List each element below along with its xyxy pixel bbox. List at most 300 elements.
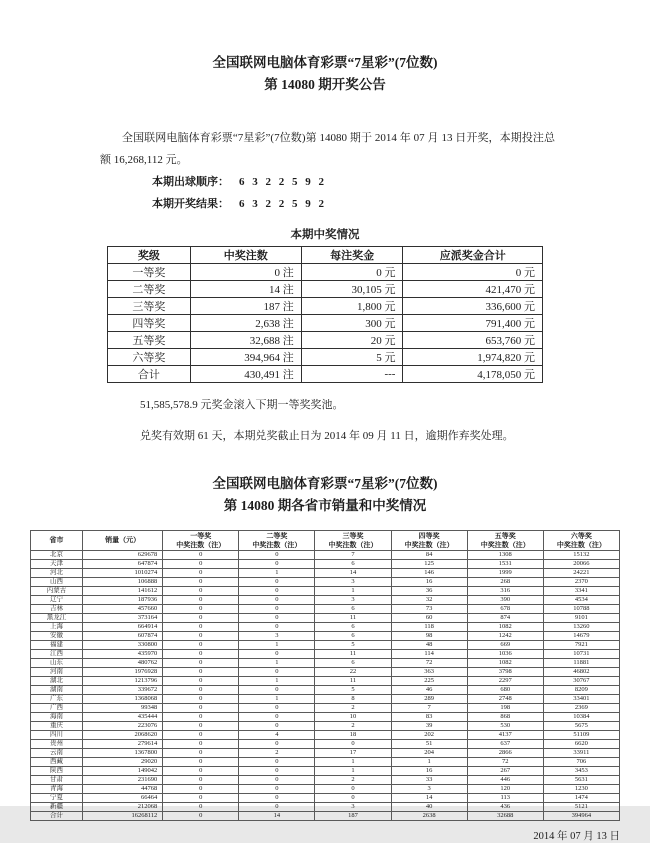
province-table-header xyxy=(31,531,620,551)
table-cell: 0 xyxy=(163,668,239,677)
prize-table-header xyxy=(108,247,543,264)
table-row xyxy=(31,749,620,758)
table-cell: 0 xyxy=(239,650,315,659)
table-cell: 530 xyxy=(467,722,543,731)
table-cell: 0 xyxy=(163,713,239,722)
table-cell: 394964 xyxy=(543,812,619,821)
table-cell: 1 xyxy=(239,641,315,650)
table-cell: 11881 xyxy=(543,659,619,668)
table-row xyxy=(31,578,620,587)
table-cell: 六等奖 xyxy=(108,349,191,366)
table-row xyxy=(108,349,543,366)
table-cell: 0 xyxy=(239,704,315,713)
table-cell: 5 xyxy=(315,686,391,695)
table-cell: 647874 xyxy=(83,560,163,569)
column-header-prize6: 六等奖 中奖注数（注） xyxy=(543,531,619,551)
footer-date: 2014 年 07 月 13 日 xyxy=(533,831,620,843)
table-cell: 0 xyxy=(239,767,315,776)
table-cell: 1036 xyxy=(467,650,543,659)
draw-result-label: 本期开奖结果： xyxy=(152,198,229,211)
table-cell: 22 xyxy=(315,668,391,677)
table-cell: 114 xyxy=(391,650,467,659)
table-header-row xyxy=(31,531,620,551)
table-cell: 3798 xyxy=(467,668,543,677)
table-cell: 32,688 注 xyxy=(190,332,301,349)
table-cell: 湖南 xyxy=(31,686,83,695)
table-cell: 0 xyxy=(315,740,391,749)
table-cell: 664914 xyxy=(83,623,163,632)
table-cell: 五等奖 xyxy=(108,332,191,349)
table-cell: 0 xyxy=(315,785,391,794)
table-cell: 5 xyxy=(315,641,391,650)
table-cell: 山东 xyxy=(31,659,83,668)
table-cell: 广西 xyxy=(31,704,83,713)
table-cell: 17 xyxy=(315,749,391,758)
table-row xyxy=(31,776,620,785)
table-row xyxy=(31,794,620,803)
table-cell: 446 xyxy=(467,776,543,785)
table-cell: 海南 xyxy=(31,713,83,722)
table-cell: 14 xyxy=(391,794,467,803)
table-row xyxy=(31,668,620,677)
table-row xyxy=(108,366,543,383)
table-cell: 363 xyxy=(391,668,467,677)
table-cell: 重庆 xyxy=(31,722,83,731)
table-cell: 2866 xyxy=(467,749,543,758)
table-cell: 1 xyxy=(315,767,391,776)
table-cell: 30767 xyxy=(543,677,619,686)
table-cell: 1 xyxy=(391,758,467,767)
table-cell: 13260 xyxy=(543,623,619,632)
table-cell: 394,964 注 xyxy=(190,349,301,366)
table-cell: 河南 xyxy=(31,668,83,677)
table-cell: 14 注 xyxy=(190,281,301,298)
table-cell: 868 xyxy=(467,713,543,722)
table-cell: 2 xyxy=(239,749,315,758)
table-cell: 120 xyxy=(467,785,543,794)
province-title-line1: 全国联网电脑体育彩票“7星彩”(7位数) xyxy=(212,476,438,492)
ball-order-line xyxy=(152,171,650,193)
table-cell: 46 xyxy=(391,686,467,695)
table-row xyxy=(31,695,620,704)
table-cell: 669 xyxy=(467,641,543,650)
table-row xyxy=(31,740,620,749)
table-cell: 0 xyxy=(239,794,315,803)
table-cell: 336,600 元 xyxy=(403,298,543,315)
draw-result-value: 6 3 2 2 5 9 2 xyxy=(239,198,327,211)
table-row xyxy=(31,641,620,650)
table-cell: 0 xyxy=(239,785,315,794)
table-cell: 3453 xyxy=(543,767,619,776)
table-cell: 5 元 xyxy=(301,349,403,366)
table-cell: 3 xyxy=(315,596,391,605)
table-cell: 24221 xyxy=(543,569,619,578)
table-cell: 6 xyxy=(315,623,391,632)
table-cell: 3 xyxy=(315,803,391,812)
table-cell: 1 xyxy=(315,758,391,767)
table-cell: 1531 xyxy=(467,560,543,569)
column-header-prize4: 四等奖 中奖注数（注） xyxy=(391,531,467,551)
table-cell: 223076 xyxy=(83,722,163,731)
table-cell: 14 xyxy=(239,812,315,821)
table-cell: 125 xyxy=(391,560,467,569)
table-cell: 11 xyxy=(315,614,391,623)
table-cell: 33 xyxy=(391,776,467,785)
table-cell: 7 xyxy=(315,551,391,560)
column-header: 奖级 xyxy=(108,247,191,264)
table-row xyxy=(108,281,543,298)
table-cell: 1 xyxy=(239,569,315,578)
table-cell: 66464 xyxy=(83,794,163,803)
table-cell: 99348 xyxy=(83,704,163,713)
table-cell: 0 xyxy=(239,623,315,632)
table-cell: 0 xyxy=(163,650,239,659)
table-cell: 云南 xyxy=(31,749,83,758)
table-row xyxy=(31,713,620,722)
table-cell: 2748 xyxy=(467,695,543,704)
table-cell: 0 xyxy=(239,713,315,722)
table-cell: 2297 xyxy=(467,677,543,686)
table-cell: 8 xyxy=(315,695,391,704)
table-cell: 0 xyxy=(163,785,239,794)
table-cell: 0 xyxy=(239,560,315,569)
table-cell: 1230 xyxy=(543,785,619,794)
table-cell: 0 xyxy=(239,587,315,596)
table-cell: 0 xyxy=(163,605,239,614)
table-cell: 204 xyxy=(391,749,467,758)
table-header-row xyxy=(108,247,543,264)
table-cell: 2 xyxy=(315,704,391,713)
table-cell: 0 xyxy=(163,812,239,821)
table-cell: 2,638 注 xyxy=(190,315,301,332)
table-cell: 0 xyxy=(239,776,315,785)
table-row xyxy=(31,623,620,632)
table-cell: 14 xyxy=(315,569,391,578)
table-cell: 48 xyxy=(391,641,467,650)
announcement-intro: 全国联网电脑体育彩票“7星彩”(7位数)第 14080 期于 2014 年 07 月 13 日开奖，本期投注总额 16,268,112 元。 xyxy=(100,132,555,167)
table-cell: 212068 xyxy=(83,803,163,812)
table-cell: 4 xyxy=(239,731,315,740)
table-cell: 6 xyxy=(315,659,391,668)
table-cell: 0 xyxy=(163,686,239,695)
table-cell: 1474 xyxy=(543,794,619,803)
table-cell: 279614 xyxy=(83,740,163,749)
table-cell: 宁夏 xyxy=(31,794,83,803)
table-cell: 7921 xyxy=(543,641,619,650)
table-cell: 225 xyxy=(391,677,467,686)
table-cell: 1 xyxy=(239,695,315,704)
table-cell: 14679 xyxy=(543,632,619,641)
table-row xyxy=(108,298,543,315)
table-cell: 一等奖 xyxy=(108,264,191,281)
table-cell: 0 xyxy=(239,758,315,767)
table-cell: 5675 xyxy=(543,722,619,731)
ball-order-value: 6 3 2 2 5 9 2 xyxy=(239,176,327,189)
table-cell: 1367800 xyxy=(83,749,163,758)
table-cell: 40 xyxy=(391,803,467,812)
province-sales-table xyxy=(30,530,620,821)
table-row xyxy=(31,722,620,731)
table-cell: 广东 xyxy=(31,695,83,704)
table-cell: 10731 xyxy=(543,650,619,659)
table-cell: 2 xyxy=(315,776,391,785)
table-cell: 231690 xyxy=(83,776,163,785)
table-cell: 江西 xyxy=(31,650,83,659)
table-cell: 0 xyxy=(163,749,239,758)
table-cell: 10788 xyxy=(543,605,619,614)
table-cell: 西藏 xyxy=(31,758,83,767)
table-cell: 98 xyxy=(391,632,467,641)
page-title-line1: 全国联网电脑体育彩票“7星彩”(7位数) xyxy=(212,55,438,70)
table-cell: 874 xyxy=(467,614,543,623)
table-cell: 149042 xyxy=(83,767,163,776)
table-cell: 0 xyxy=(239,740,315,749)
column-header-prize3: 三等奖 中奖注数（注） xyxy=(315,531,391,551)
table-cell: 30,105 元 xyxy=(301,281,403,298)
table-cell: 5631 xyxy=(543,776,619,785)
table-cell: 141612 xyxy=(83,587,163,596)
table-cell: 4534 xyxy=(543,596,619,605)
column-header: 中奖注数 xyxy=(190,247,301,264)
table-cell: 6 xyxy=(315,560,391,569)
table-cell: 合计 xyxy=(31,812,83,821)
table-cell: 0 xyxy=(239,686,315,695)
table-cell: 60 xyxy=(391,614,467,623)
table-cell: 15132 xyxy=(543,551,619,560)
table-cell: 118 xyxy=(391,623,467,632)
table-cell: 73 xyxy=(391,605,467,614)
table-cell: 3 xyxy=(315,578,391,587)
table-cell: 辽宁 xyxy=(31,596,83,605)
table-cell: 72 xyxy=(467,758,543,767)
column-header-province: 省市 xyxy=(31,531,83,551)
table-cell: 上海 xyxy=(31,623,83,632)
table-cell: 4,178,050 元 xyxy=(403,366,543,383)
table-cell: 福建 xyxy=(31,641,83,650)
table-cell: 430,491 注 xyxy=(190,366,301,383)
table-cell: 51 xyxy=(391,740,467,749)
table-cell: 33911 xyxy=(543,749,619,758)
table-cell: 10384 xyxy=(543,713,619,722)
table-cell: 合计 xyxy=(108,366,191,383)
table-cell: 1 xyxy=(315,587,391,596)
table-cell: 202 xyxy=(391,731,467,740)
table-row xyxy=(31,686,620,695)
table-cell: 83 xyxy=(391,713,467,722)
table-cell: 二等奖 xyxy=(108,281,191,298)
table-cell: 11 xyxy=(315,677,391,686)
table-cell: 629678 xyxy=(83,551,163,560)
table-row xyxy=(31,803,620,812)
table-row xyxy=(31,785,620,794)
table-cell: 北京 xyxy=(31,551,83,560)
table-cell: 四川 xyxy=(31,731,83,740)
table-cell: 187 注 xyxy=(190,298,301,315)
table-cell: 706 xyxy=(543,758,619,767)
page-title xyxy=(0,0,650,95)
table-cell: 0 xyxy=(239,578,315,587)
table-row xyxy=(31,596,620,605)
table-cell: 0 xyxy=(163,614,239,623)
table-cell: 198 xyxy=(467,704,543,713)
deadline-note: 兑奖有效期 61 天，本期兑奖截止日为 2014 年 09 月 11 日，逾期作弃奖处理。 xyxy=(140,430,514,443)
table-cell: 1,800 元 xyxy=(301,298,403,315)
table-cell: 0 xyxy=(239,803,315,812)
table-cell: 0 注 xyxy=(190,264,301,281)
table-row xyxy=(31,650,620,659)
table-row xyxy=(31,632,620,641)
table-cell: 0 xyxy=(163,803,239,812)
table-cell: 39 xyxy=(391,722,467,731)
table-cell: 46802 xyxy=(543,668,619,677)
table-cell: 20 元 xyxy=(301,332,403,349)
table-cell: 0 元 xyxy=(301,264,403,281)
table-cell: 湖北 xyxy=(31,677,83,686)
table-cell: 2638 xyxy=(391,812,467,821)
table-row xyxy=(31,569,620,578)
table-cell: 陕西 xyxy=(31,767,83,776)
table-row xyxy=(31,767,620,776)
table-cell: 187 xyxy=(315,812,391,821)
table-cell: 0 xyxy=(163,731,239,740)
table-cell: 甘肃 xyxy=(31,776,83,785)
table-cell: 2369 xyxy=(543,704,619,713)
table-cell: 678 xyxy=(467,605,543,614)
table-cell: 44768 xyxy=(83,785,163,794)
table-cell: 84 xyxy=(391,551,467,560)
table-cell: 653,760 元 xyxy=(403,332,543,349)
table-cell: 6620 xyxy=(543,740,619,749)
table-cell: 0 xyxy=(239,596,315,605)
table-cell: 0 xyxy=(239,605,315,614)
table-cell: 373164 xyxy=(83,614,163,623)
table-cell: 390 xyxy=(467,596,543,605)
table-cell: 0 xyxy=(239,668,315,677)
table-cell: 0 xyxy=(315,794,391,803)
table-row xyxy=(31,587,620,596)
column-header: 应派奖金合计 xyxy=(403,247,543,264)
table-row xyxy=(31,614,620,623)
table-cell: 0 xyxy=(163,794,239,803)
table-cell: 7 xyxy=(391,704,467,713)
table-cell: 0 xyxy=(163,704,239,713)
table-cell: 316 xyxy=(467,587,543,596)
table-cell: 8209 xyxy=(543,686,619,695)
table-cell: 黑龙江 xyxy=(31,614,83,623)
table-cell: 2370 xyxy=(543,578,619,587)
table-row xyxy=(31,704,620,713)
rollover-note: 51,585,578.9 元奖金滚入下期一等奖奖池。 xyxy=(140,399,344,412)
table-cell: 72 xyxy=(391,659,467,668)
table-cell: 0 xyxy=(163,578,239,587)
table-row xyxy=(31,605,620,614)
table-cell: 268 xyxy=(467,578,543,587)
table-cell: 10 xyxy=(315,713,391,722)
ball-order-label: 本期出球顺序： xyxy=(152,176,229,189)
table-cell: 0 xyxy=(163,632,239,641)
prize-table-title: 本期中奖情况 xyxy=(290,229,360,242)
table-cell: 16 xyxy=(391,767,467,776)
table-cell: 0 xyxy=(163,587,239,596)
table-row xyxy=(31,812,620,821)
table-cell: 435970 xyxy=(83,650,163,659)
table-cell: 青海 xyxy=(31,785,83,794)
column-header-prize5: 五等奖 中奖注数（注） xyxy=(467,531,543,551)
table-cell: 0 xyxy=(163,677,239,686)
prize-summary-table xyxy=(107,246,543,383)
table-cell: 0 xyxy=(163,659,239,668)
table-cell: 内蒙古 xyxy=(31,587,83,596)
table-cell: 3341 xyxy=(543,587,619,596)
table-row xyxy=(31,758,620,767)
table-row xyxy=(31,677,620,686)
table-cell: 1213796 xyxy=(83,677,163,686)
table-cell: 339672 xyxy=(83,686,163,695)
table-cell: 330800 xyxy=(83,641,163,650)
table-cell: 480762 xyxy=(83,659,163,668)
column-header-prize1: 一等奖 中奖注数（注） xyxy=(163,531,239,551)
table-cell: 0 xyxy=(163,623,239,632)
table-cell: 0 xyxy=(163,722,239,731)
table-cell: 安徽 xyxy=(31,632,83,641)
table-cell: --- xyxy=(301,366,403,383)
table-cell: 1010274 xyxy=(83,569,163,578)
table-cell: 51109 xyxy=(543,731,619,740)
table-cell: 16268112 xyxy=(83,812,163,821)
table-cell: 457660 xyxy=(83,605,163,614)
table-cell: 新疆 xyxy=(31,803,83,812)
table-cell: 1082 xyxy=(467,623,543,632)
province-title-line2: 第 14080 期各省市销量和中奖情况 xyxy=(223,497,427,513)
table-cell: 32688 xyxy=(467,812,543,821)
table-cell: 三等奖 xyxy=(108,298,191,315)
table-cell: 2 xyxy=(315,722,391,731)
table-cell: 1976928 xyxy=(83,668,163,677)
table-cell: 0 xyxy=(163,767,239,776)
table-row xyxy=(108,264,543,281)
table-cell: 1082 xyxy=(467,659,543,668)
draw-result-line xyxy=(152,193,650,215)
table-cell: 289 xyxy=(391,695,467,704)
table-cell: 113 xyxy=(467,794,543,803)
table-cell: 2068620 xyxy=(83,731,163,740)
table-cell: 0 xyxy=(239,551,315,560)
table-cell: 0 xyxy=(163,560,239,569)
table-cell: 680 xyxy=(467,686,543,695)
page-title-line2: 第 14080 期开奖公告 xyxy=(264,76,386,92)
table-cell: 6 xyxy=(315,632,391,641)
table-cell: 1,974,820 元 xyxy=(403,349,543,366)
table-cell: 1242 xyxy=(467,632,543,641)
table-cell: 0 xyxy=(239,614,315,623)
province-section-title xyxy=(0,473,650,516)
table-row xyxy=(31,560,620,569)
table-cell: 1 xyxy=(239,659,315,668)
table-cell: 0 xyxy=(163,758,239,767)
table-cell: 33401 xyxy=(543,695,619,704)
table-cell: 四等奖 xyxy=(108,315,191,332)
table-cell: 29020 xyxy=(83,758,163,767)
table-cell: 187936 xyxy=(83,596,163,605)
table-cell: 0 xyxy=(163,596,239,605)
table-cell: 637 xyxy=(467,740,543,749)
table-row xyxy=(108,332,543,349)
table-row xyxy=(108,315,543,332)
table-cell: 0 xyxy=(163,776,239,785)
table-cell: 0 xyxy=(163,641,239,650)
table-cell: 436 xyxy=(467,803,543,812)
column-header: 每注奖金 xyxy=(301,247,403,264)
